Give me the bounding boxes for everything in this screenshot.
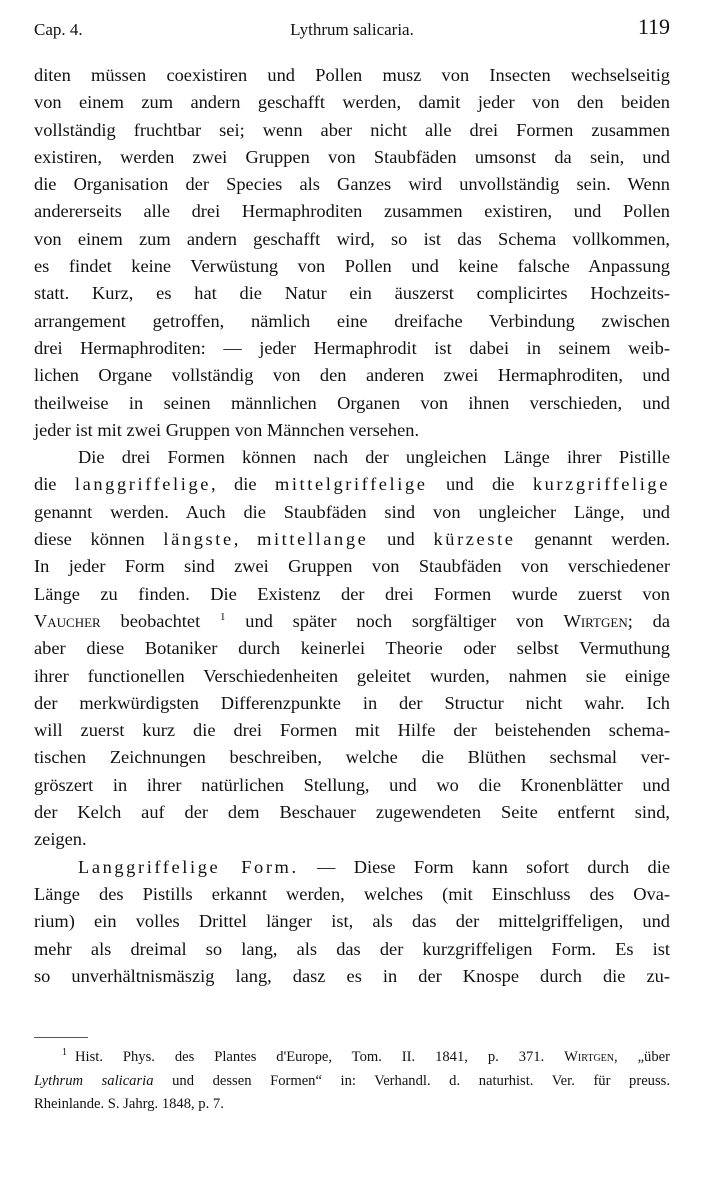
spaced-term: mittellange bbox=[257, 529, 369, 550]
text-run: — Diese Form kann sofort durch die bbox=[298, 856, 671, 877]
text-line: genannt werden. Auch die Staubfäden sind von ungleicher Länge, und bbox=[34, 501, 670, 522]
text-run: die bbox=[34, 474, 75, 495]
text-line: zeigen. bbox=[34, 829, 87, 850]
spaced-term: längste bbox=[163, 529, 234, 550]
text-run: und dessen Formen“ in: Verhandl. d. naturhist. Ver. für preuss. bbox=[153, 1072, 670, 1089]
text-line bbox=[34, 608, 670, 635]
chapter-label: Cap. 4. bbox=[34, 20, 83, 39]
text-line: gröszert in ihrer natürlichen Stellung, und wo die Kronenblätter und bbox=[34, 774, 670, 795]
body-text bbox=[34, 62, 670, 990]
text-line: arrangement getroffen, nämlich eine dreifache Verbindung zwischen bbox=[34, 310, 670, 331]
running-head bbox=[34, 14, 670, 44]
text-line: drei Hermaphroditen: — jeder Hermaphrodit ist dabei in seinem weib- bbox=[34, 337, 670, 358]
text-line: tischen Zeichnungen beschreiben, welche die Blüthen sechsmal ver- bbox=[34, 747, 670, 768]
footnote-line: Rheinlande. S. Jahrg. 1848, p. 7. bbox=[34, 1096, 224, 1112]
footnote-divider bbox=[34, 1037, 88, 1038]
section-heading: Langgriffelige Form. bbox=[78, 856, 299, 877]
footnote bbox=[34, 1046, 670, 1117]
species-name: Lythrum salicaria bbox=[34, 1072, 154, 1089]
text-run: beobachtet bbox=[100, 610, 220, 631]
text-line: der Kelch auf der dem Beschauer zugewendeten Seite entfernt sind, bbox=[34, 802, 670, 823]
text-run: und später noch sorgfältiger von bbox=[225, 610, 564, 631]
author-name: Wirtgen bbox=[564, 1049, 614, 1065]
text-run: , bbox=[233, 529, 258, 550]
text-line: statt. Kurz, es hat die Natur ein äuszerst complicirtes Hochzeits- bbox=[34, 283, 670, 304]
text-run: diese können bbox=[34, 529, 164, 550]
footnote-line bbox=[34, 1070, 670, 1094]
text-line: In jeder Form sind zwei Gruppen von Staubfäden von verschiedener bbox=[34, 556, 670, 577]
footnote-line bbox=[34, 1046, 670, 1070]
text-line: von einem zum andern geschafft werden, damit jeder von den beiden bbox=[34, 92, 670, 113]
author-name: Vaucher bbox=[34, 610, 101, 631]
text-line bbox=[34, 526, 670, 553]
text-line: rium) ein volles Drittel länger ist, als das der mittelgriffeligen, und bbox=[34, 911, 670, 932]
text-line: vollständig fruchtbar sei; wenn aber nicht alle drei Formen zusammen bbox=[34, 119, 670, 140]
author-name: Wirtgen bbox=[563, 610, 628, 631]
spaced-term: mittelgriffelige bbox=[274, 474, 428, 495]
text-line: aber diese Botaniker durch keinerlei Theorie oder selbst Vermuthung bbox=[34, 638, 670, 659]
page-number: 119 bbox=[637, 14, 670, 39]
text-line: der merkwürdigsten Differenzpunkte in der Structur nicht wahr. Ich bbox=[34, 692, 670, 713]
text-line: mehr als dreimal so lang, als das der kurzgriffeligen Form. Es ist bbox=[34, 938, 670, 959]
paragraph-3 bbox=[34, 854, 670, 990]
footnote-reference: 1 bbox=[219, 610, 226, 623]
text-run: und bbox=[368, 529, 434, 550]
footnote-mark: 1 bbox=[62, 1047, 67, 1059]
text-line: ihrer functionellen Verschiedenheiten geleitet wurden, nahmen sie einige bbox=[34, 665, 670, 686]
spaced-term: kurzgriffelige bbox=[532, 474, 670, 495]
spaced-term: langgriffelige bbox=[74, 474, 212, 495]
text-line: andererseits alle drei Hermaphroditen zusammen existiren, und Pollen bbox=[34, 201, 670, 222]
text-line: so unverhältnismäszig lang, dasz es in der Knospe durch die zu- bbox=[34, 965, 670, 986]
text-line: diten müssen coexistiren und Pollen musz von Insecten wechselseitig bbox=[34, 65, 670, 85]
running-title: Lythrum salicaria. bbox=[290, 20, 414, 39]
text-run: ; da bbox=[627, 610, 670, 631]
text-line: will zuerst kurz die drei Formen mit Hilfe der beistehenden schema- bbox=[34, 720, 670, 741]
text-line bbox=[34, 854, 670, 881]
text-run: , die bbox=[211, 474, 275, 495]
text-line: Länge des Pistills erkannt werden, welches (mit Einschluss des Ova- bbox=[34, 883, 670, 904]
paragraph-1 bbox=[34, 62, 670, 444]
text-line: Länge zu finden. Die Existenz der drei Formen wurde zuerst von bbox=[34, 583, 670, 604]
text-line: die Organisation der Species als Ganzes wird unvollständig sein. Wenn bbox=[34, 174, 670, 195]
paragraph-2 bbox=[34, 444, 670, 853]
text-run: , „über bbox=[614, 1049, 670, 1065]
text-run: und die bbox=[427, 474, 533, 495]
spaced-term: kürzeste bbox=[433, 529, 516, 550]
text-line: jeder ist mit zwei Gruppen von Männchen versehen. bbox=[34, 419, 420, 440]
text-line: existiren, werden zwei Gruppen von Staubfäden umsonst da sein, und bbox=[34, 146, 670, 167]
text-line: es findet keine Verwüstung von Pollen und keine falsche Anpassung bbox=[34, 256, 670, 277]
text-run: Hist. Phys. des Plantes d'Europe, Tom. II. 1841, p. 371. bbox=[75, 1049, 565, 1065]
text-line: von einem zum andern geschafft wird, so ist das Schema vollkommen, bbox=[34, 228, 670, 249]
text-line bbox=[34, 471, 670, 498]
text-run: genannt werden. bbox=[515, 529, 670, 550]
text-line: lichen Organe vollständig von den anderen zwei Hermaphroditen, und bbox=[34, 365, 670, 386]
text-line: Die drei Formen können nach der ungleichen Länge ihrer Pistille bbox=[78, 447, 670, 468]
text-line: theilweise in seinen männlichen Organen von ihnen verschieden, und bbox=[34, 392, 670, 413]
